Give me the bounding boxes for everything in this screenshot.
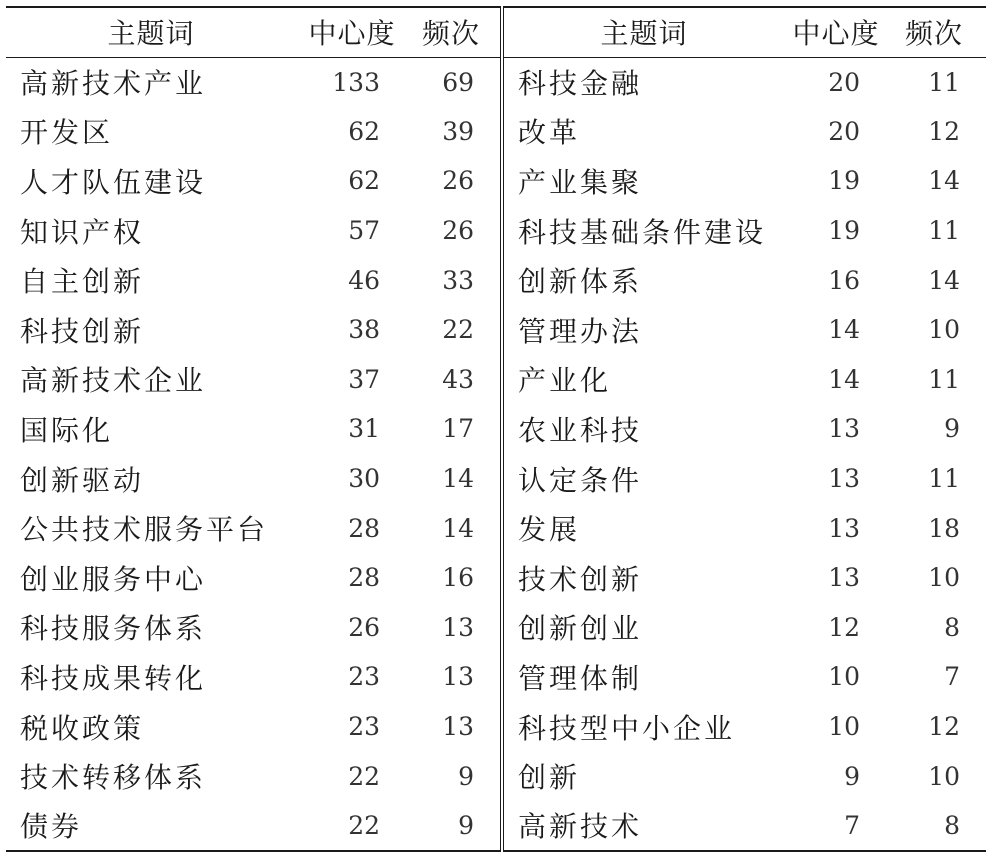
term-left-cell: 公共技术服务平台 (20, 513, 269, 547)
table-row (6, 355, 986, 405)
frequency-left-cell: 39 (402, 107, 502, 157)
keyword-centrality-table (6, 6, 986, 852)
term-left-cell: 创业服务中心 (20, 562, 207, 596)
centrality-left-cell: 22 (348, 761, 380, 791)
table-row (6, 404, 986, 454)
table-row (6, 702, 986, 752)
table-row (6, 503, 986, 553)
centrality-right-cell: 10 (828, 662, 860, 692)
frequency-right-cell: 8 (944, 612, 960, 642)
term-left-cell: 科技服务体系 (20, 612, 207, 646)
frequency-left-cell: 9 (402, 751, 502, 801)
frequency-left-cell: 17 (402, 404, 502, 454)
frequency-right-cell: 11 (928, 67, 960, 97)
centrality-left-cell: 30 (348, 464, 380, 494)
centrality-right-cell: 13 (828, 414, 860, 444)
frequency-left-cell: 9 (402, 801, 502, 851)
centrality-right-cell: 13 (828, 513, 860, 543)
centrality-left-cell: 46 (348, 265, 380, 295)
centrality-right-cell: 7 (784, 801, 882, 851)
term-left-cell: 技术转移体系 (20, 761, 207, 795)
centrality-left-cell: 26 (348, 612, 380, 642)
term-right-cell: 发展 (518, 513, 581, 547)
frequency-right-cell: 10 (928, 563, 960, 593)
frequency-left-cell: 13 (402, 702, 502, 752)
term-left-cell: 科技创新 (20, 314, 145, 348)
centrality-right-cell: 13 (828, 563, 860, 593)
term-left-cell: 开发区 (20, 116, 114, 150)
table-row (6, 553, 986, 603)
term-right-cell: 产业集聚 (518, 165, 643, 199)
table-row (6, 107, 986, 157)
header-row (6, 7, 986, 57)
table-row (6, 801, 986, 851)
header-term-right: 主题词 (502, 7, 784, 57)
frequency-right-cell: 18 (928, 513, 960, 543)
table-row (6, 652, 986, 702)
keyword-table-container (6, 6, 986, 856)
header-frequency-right: 频次 (882, 7, 986, 57)
table-row (6, 156, 986, 206)
term-right-cell: 高新技术 (502, 801, 784, 851)
frequency-left-cell: 26 (402, 156, 502, 206)
term-right-cell: 创新创业 (518, 612, 643, 646)
term-left-cell: 高新技术产业 (20, 67, 207, 101)
centrality-left-cell: 22 (296, 801, 402, 851)
frequency-right-cell: 11 (928, 216, 960, 246)
frequency-left-cell: 33 (402, 255, 502, 305)
centrality-left-cell: 57 (348, 216, 380, 246)
term-left-cell: 债券 (6, 801, 296, 851)
header-centrality-left: 中心度 (296, 7, 402, 57)
centrality-left-cell: 133 (332, 67, 380, 97)
term-left-cell: 国际化 (20, 413, 114, 447)
centrality-right-cell: 14 (828, 315, 860, 345)
centrality-left-cell: 38 (348, 315, 380, 345)
table-row (6, 305, 986, 355)
centrality-right-cell: 19 (828, 216, 860, 246)
frequency-right-cell: 10 (928, 761, 960, 791)
frequency-left-cell: 14 (402, 454, 502, 504)
frequency-right-cell: 10 (928, 315, 960, 345)
term-right-cell: 创新体系 (518, 265, 643, 299)
table-row (6, 751, 986, 801)
term-left-cell: 税收政策 (20, 711, 145, 745)
term-left-cell: 自主创新 (20, 265, 145, 299)
table-row (6, 255, 986, 305)
centrality-right-cell: 10 (828, 712, 860, 742)
term-left-cell: 科技成果转化 (20, 661, 207, 695)
centrality-right-cell: 20 (828, 67, 860, 97)
centrality-right-cell: 19 (828, 166, 860, 196)
term-right-cell: 认定条件 (518, 463, 643, 497)
frequency-left-cell: 16 (402, 553, 502, 603)
frequency-left-cell: 22 (402, 305, 502, 355)
frequency-right-cell: 8 (882, 801, 986, 851)
frequency-right-cell: 14 (928, 166, 960, 196)
centrality-right-cell: 14 (828, 364, 860, 394)
centrality-left-cell: 23 (348, 662, 380, 692)
term-right-cell: 管理办法 (518, 314, 643, 348)
frequency-right-cell: 7 (944, 662, 960, 692)
frequency-left-cell: 14 (402, 503, 502, 553)
centrality-left-cell: 62 (348, 166, 380, 196)
centrality-left-cell: 37 (348, 364, 380, 394)
table-body (6, 57, 986, 851)
table-row (6, 603, 986, 653)
centrality-right-cell: 9 (844, 761, 860, 791)
centrality-right-cell: 13 (828, 464, 860, 494)
term-right-cell: 产业化 (518, 364, 612, 398)
centrality-left-cell: 28 (348, 513, 380, 543)
term-right-cell: 技术创新 (518, 562, 643, 596)
centrality-left-cell: 62 (348, 116, 380, 146)
term-left-cell: 人才队伍建设 (20, 165, 207, 199)
term-right-cell: 管理体制 (518, 661, 643, 695)
centrality-right-cell: 12 (828, 612, 860, 642)
centrality-right-cell: 16 (828, 265, 860, 295)
centrality-left-cell: 31 (348, 414, 380, 444)
header-centrality-right: 中心度 (784, 7, 882, 57)
table-row (6, 454, 986, 504)
header-term-left: 主题词 (6, 7, 296, 57)
centrality-right-cell: 20 (828, 116, 860, 146)
term-right-cell: 改革 (518, 116, 581, 150)
table-row (6, 206, 986, 256)
term-right-cell: 科技型中小企业 (518, 711, 736, 745)
frequency-left-cell: 43 (402, 355, 502, 405)
frequency-left-cell: 13 (402, 603, 502, 653)
term-right-cell: 科技基础条件建设 (518, 215, 767, 249)
term-right-cell: 科技金融 (518, 67, 643, 101)
header-frequency-left: 频次 (402, 7, 502, 57)
centrality-left-cell: 28 (348, 563, 380, 593)
frequency-left-cell: 69 (402, 57, 502, 107)
term-right-cell: 农业科技 (518, 413, 643, 447)
term-left-cell: 知识产权 (20, 215, 145, 249)
term-left-cell: 创新驱动 (20, 463, 145, 497)
frequency-right-cell: 11 (928, 464, 960, 494)
frequency-right-cell: 12 (928, 116, 960, 146)
term-left-cell: 高新技术企业 (20, 364, 207, 398)
frequency-right-cell: 12 (928, 712, 960, 742)
frequency-right-cell: 11 (928, 364, 960, 394)
frequency-left-cell: 13 (402, 652, 502, 702)
centrality-left-cell: 23 (348, 712, 380, 742)
frequency-right-cell: 14 (928, 265, 960, 295)
frequency-left-cell: 26 (402, 206, 502, 256)
term-right-cell: 创新 (518, 761, 581, 795)
table-row (6, 57, 986, 107)
frequency-right-cell: 9 (944, 414, 960, 444)
